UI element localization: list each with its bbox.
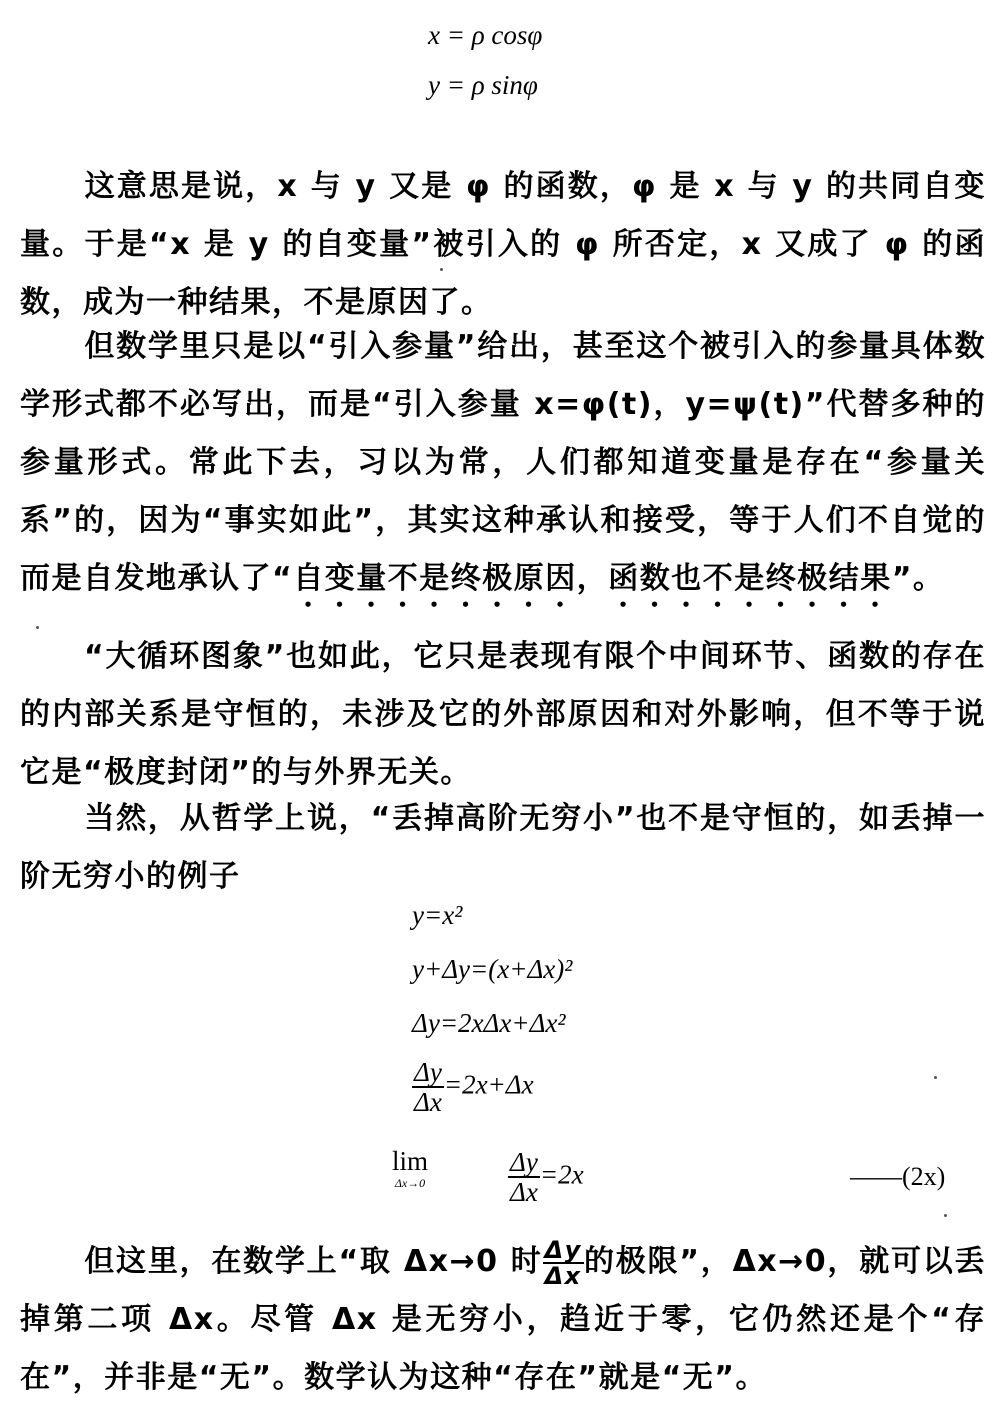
paragraph-4: 当然，从哲学上说，“丢掉高阶无穷小”也不是守恒的，如丢掉一阶无穷小的例子 <box>20 801 986 894</box>
inline-fraction: $\frac{\Delta y}{\Delta x}$ <box>544 1235 582 1290</box>
derivation-line-3: Δy=2xΔx+Δx² <box>412 1008 566 1038</box>
scan-speck <box>934 1076 937 1079</box>
derivation-line-4: $\frac{\Delta y}{\Delta x}$ =2x+Δx <box>414 1057 534 1118</box>
paragraph-1: 这意思是说，x 与 y 又是 φ 的函数，φ 是 x 与 y 的共同自变量。于是“x 是 y 的自变量”被引入的 φ 所否定，x 又成了 φ 的函数，成为一种结果，不是原因了。 <box>20 169 986 320</box>
fraction-dy-dx-limit: $\frac{\Delta y}{\Delta x}$ <box>510 1147 538 1208</box>
paragraph-5: 但这里，在数学上“取 Δx→0 时 $\frac{\Delta y}{\Delta x}$ 的极限”，Δx→0，就可以丢掉第二项 Δx。尽管 Δx 是无穷小，趋近于零，它仍然还是个“存在”，并非是“无”。数学认为这种“存在”就是“无”。 <box>20 1235 987 1395</box>
paragraph-3: “大循环图象”也如此，它只是表现有限个中间环节、函数的存在的内部关系是守恒的，未涉及它的外部原因和对外影响，但不等于说它是“极度封闭”的与外界无关。 <box>20 639 986 790</box>
scan-speck <box>440 268 443 271</box>
derivation-line-5-rhs: $\frac{\Delta y}{\Delta x}$ =2x <box>510 1147 584 1208</box>
limit-operator: lim Δx→0 <box>392 1146 429 1190</box>
fraction-dy-dx: $\frac{\Delta y}{\Delta x}$ <box>414 1057 442 1118</box>
derivation-line-2: y+Δy=(x+Δx)² <box>412 954 573 984</box>
paragraph-2: 但数学里只是以“引入参量”给出，甚至这个被引入的参量具体数学形式都不必写出，而是“引入参量 x=φ(t)，y=ψ(t)”代替多种的参量形式。常此下去，习以为常，人们都知道变量是存在“参量关系”的，因为“事实如此”，其实这种承认和接受，等于人们不自觉的而是自发地承认了“自变量不是终极原因，函数也不是终极结果”。 <box>20 329 986 596</box>
equation-y-rho-sin: y = ρ sinφ <box>428 70 538 100</box>
equation-tag: ——(2x) <box>850 1162 946 1191</box>
emphasized-phrase: 自变量不是终极原因，函数也不是终极结果 <box>293 561 892 596</box>
derivation-line-1: y=x² <box>412 900 463 930</box>
scan-speck <box>36 626 39 629</box>
derivation-line-5 <box>392 1148 428 1189</box>
equation-x-rho-cos: x = ρ cosφ <box>428 20 543 50</box>
scan-speck <box>944 1214 947 1217</box>
